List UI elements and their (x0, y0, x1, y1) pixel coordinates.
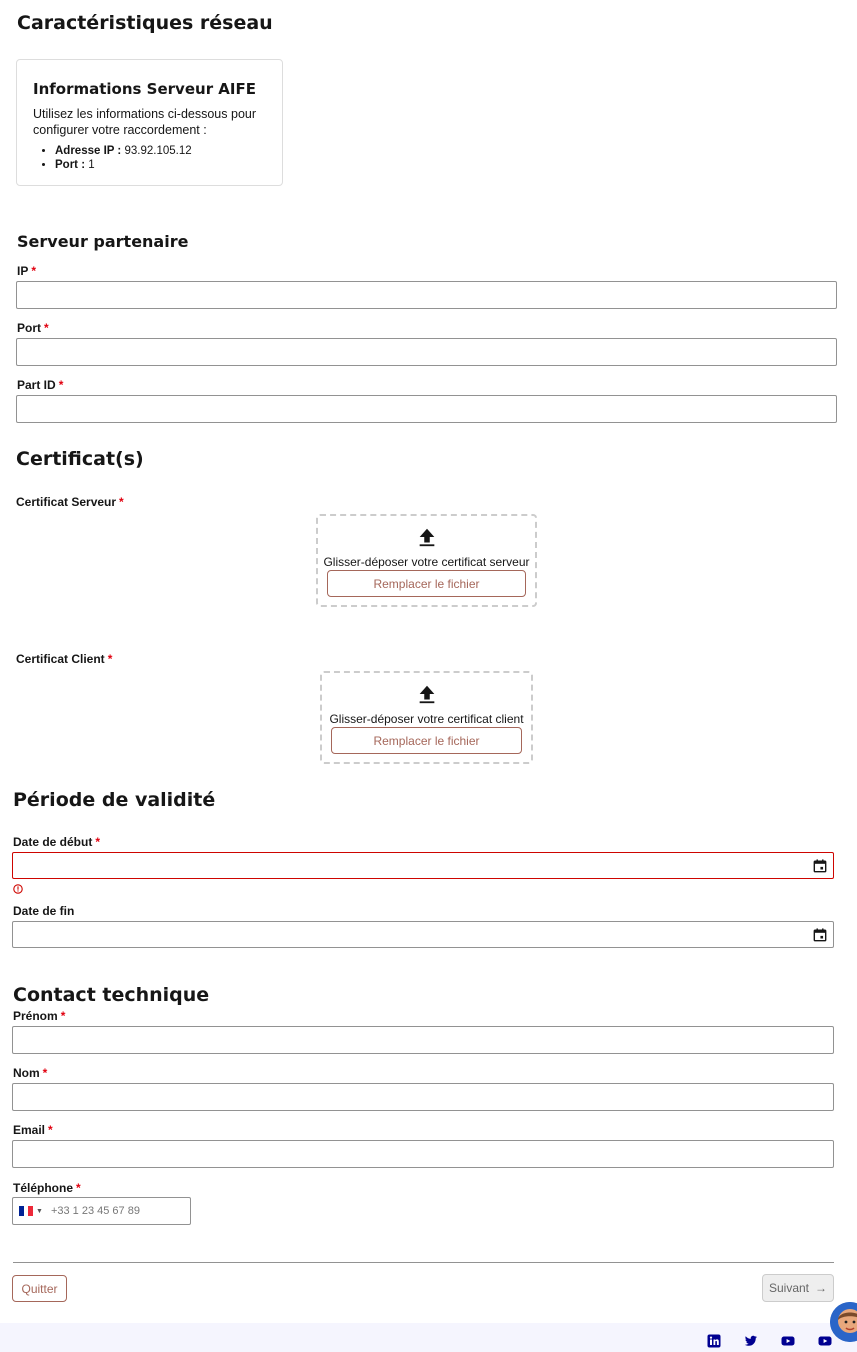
linkedin-icon[interactable] (707, 1334, 721, 1348)
start-date-label: Date de début * (13, 835, 101, 849)
server-certificate-dropzone[interactable] (316, 514, 537, 607)
first-name-label: Prénom * (13, 1009, 66, 1023)
server-info-list (55, 144, 192, 172)
upload-icon (416, 526, 438, 548)
last-name-input[interactable] (12, 1083, 834, 1111)
server-certificate-label: Certificat Serveur * (16, 495, 124, 509)
email-input[interactable] (12, 1140, 834, 1168)
info-card-title: Informations Serveur AIFE (33, 80, 256, 98)
youtube-icon[interactable] (781, 1334, 795, 1348)
client-certificate-dropzone[interactable] (320, 671, 533, 764)
error-icon (13, 884, 23, 894)
replace-client-certificate-button[interactable]: Remplacer le fichier (331, 727, 522, 754)
port-label: Port * (17, 321, 49, 335)
first-name-input[interactable] (12, 1026, 834, 1054)
partner-section-title: Serveur partenaire (17, 232, 189, 251)
part-id-input[interactable] (16, 395, 837, 423)
info-card-description: Utilisez les informations ci-dessous pour configurer votre raccordement : (33, 107, 257, 137)
start-date-input[interactable] (12, 852, 834, 879)
next-button[interactable]: Suivant → (762, 1274, 834, 1302)
network-section-title: Caractéristiques réseau (17, 12, 273, 34)
server-ip-item: • Adresse IP : 93.92.105.12 (55, 144, 192, 158)
validity-section-title: Période de validité (13, 789, 216, 811)
arrow-right-icon: → (815, 1281, 828, 1295)
youtube-icon[interactable] (818, 1334, 832, 1348)
upload-icon (416, 683, 438, 705)
footer (0, 1323, 857, 1352)
phone-field[interactable] (12, 1197, 191, 1225)
quit-button[interactable]: Quitter (12, 1275, 67, 1302)
phone-input[interactable] (51, 1205, 171, 1217)
replace-server-certificate-button[interactable]: Remplacer le fichier (327, 570, 526, 597)
part-id-label: Part ID * (17, 378, 64, 392)
calendar-icon[interactable] (813, 928, 827, 942)
phone-label: Téléphone * (13, 1181, 81, 1195)
server-port-item: • Port : 1 (55, 158, 192, 172)
ip-label: IP * (17, 264, 37, 278)
client-certificate-label: Certificat Client * (16, 652, 113, 666)
country-dropdown-caret-icon[interactable]: ▼ (36, 1207, 43, 1215)
france-flag-icon[interactable] (19, 1206, 33, 1216)
ip-input[interactable] (16, 281, 837, 309)
client-certificate-drop-text: Glisser-déposer votre certificat client (329, 712, 524, 726)
calendar-icon[interactable] (813, 859, 827, 873)
port-input[interactable] (16, 338, 837, 366)
end-date-input[interactable] (12, 921, 834, 948)
server-certificate-drop-text: Glisser-déposer votre certificat serveur (323, 555, 530, 569)
form-divider (13, 1262, 834, 1263)
email-label: Email * (13, 1123, 53, 1137)
contact-section-title: Contact technique (13, 984, 210, 1006)
end-date-label: Date de fin (13, 904, 75, 918)
last-name-label: Nom * (13, 1066, 48, 1080)
certificates-section-title: Certificat(s) (16, 448, 144, 470)
aife-server-info-card (16, 59, 283, 186)
twitter-icon[interactable] (744, 1334, 758, 1348)
